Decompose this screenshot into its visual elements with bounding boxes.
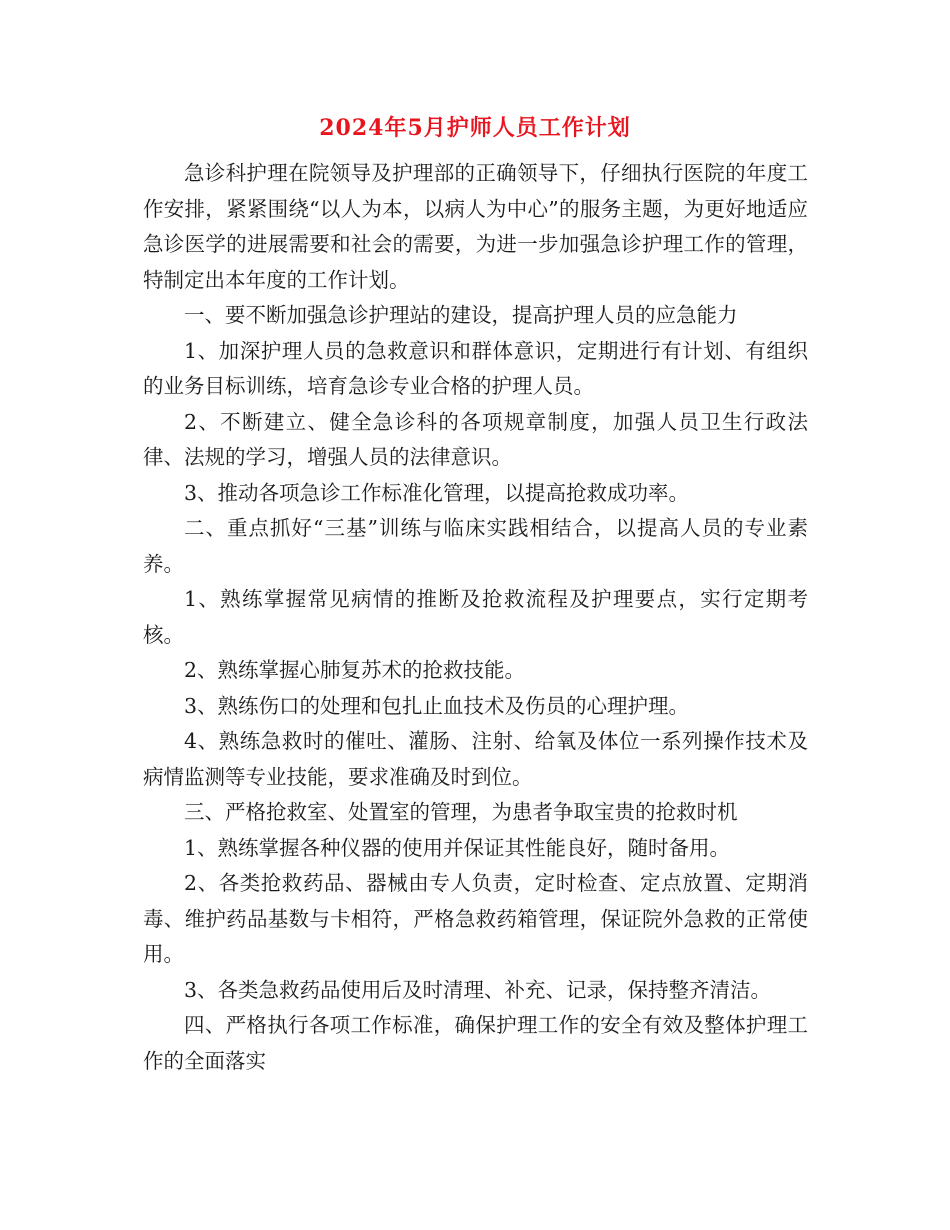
list-item: 2、不断建立、健全急诊科的各项规章制度，加强人员卫生行政法律、法规的学习，增强人员的法律意识。 <box>143 409 808 469</box>
list-item: 1、加深护理人员的急救意识和群体意识，定期进行有计划、有组织的业务目标训练，培育急诊专业合格的护理人员。 <box>143 338 808 398</box>
section-heading-2: 二、重点抓好“三基”训练与临床实践相结合，以提高人员的专业素养。 <box>143 516 808 576</box>
list-item: 1、熟练掌握各种仪器的使用并保证其性能良好，随时备用。 <box>184 835 731 860</box>
list-item: 3、各类急救药品使用后及时清理、补充、记录，保持整齐清洁。 <box>184 977 772 1002</box>
section-heading-1: 一、要不断加强急诊护理站的建设，提高护理人员的应急能力 <box>184 303 738 327</box>
list-item: 3、熟练伤口的处理和包扎止血技术及伤员的心理护理。 <box>184 693 690 718</box>
list-item: 4、熟练急救时的催吐、灌肠、注射、给氧及体位一系列操作技术及病情监测等专业技能，要求准确及时到位。 <box>143 729 808 789</box>
list-item: 2、熟练掌握心肺复苏术的抢救技能。 <box>184 658 526 682</box>
list-item: 1、熟练掌握常见病情的推断及抢救流程及护理要点，实行定期考核。 <box>143 587 808 647</box>
document-title: 2024年5月护师人员工作计划 <box>319 115 631 141</box>
list-item: 2、各类抢救药品、器械由专人负责，定时检查、定点放置、定期消毒、维护药品基数与卡相符，严格急救药箱管理，保证院外急救的正常使用。 <box>143 871 808 966</box>
list-item: 3、推动各项急诊工作标准化管理，以提高抢救成功率。 <box>184 480 690 505</box>
document-body <box>143 156 808 1079</box>
paragraph-intro: 急诊科护理在院领导及护理部的正确领导下，仔细执行医院的年度工作安排，紧紧围绕“以人为本，以病人为中心”的服务主题，为更好地适应急诊医学的进展需要和社会的需要，为进一步加强急诊护理工作的管理，特制定出本年度的工作计划。 <box>143 161 808 292</box>
section-heading-4: 四、严格执行各项工作标准，确保护理工作的安全有效及整体护理工作的全面落实 <box>143 1013 808 1073</box>
section-heading-3: 三、严格抢救室、处置室的管理，为患者争取宝贵的抢救时机 <box>184 800 738 824</box>
